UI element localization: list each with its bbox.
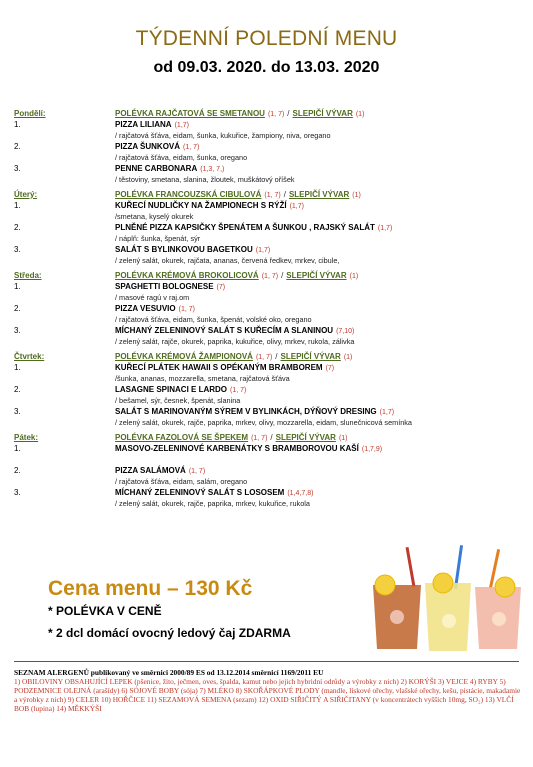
meal-allergens: (7)	[216, 284, 226, 291]
meal-row	[14, 244, 526, 255]
day-section	[14, 351, 526, 428]
meal-number: 1.	[14, 282, 21, 291]
meal-name: KUŘECÍ NUDLIČKY NA ŽAMPIONECH S RÝŽÍ	[115, 201, 287, 210]
meal-row	[14, 222, 526, 233]
soup-name: POLÉVKA FRANCOUZSKÁ CIBULOVÁ	[115, 190, 262, 199]
day-section	[14, 270, 526, 347]
day-name: Čtvrtek:	[14, 352, 45, 361]
separator: /	[270, 433, 273, 442]
meal-row	[14, 384, 526, 395]
broth-name: SLEPIČÍ VÝVAR	[280, 352, 341, 361]
broth-allergens: (1)	[355, 111, 365, 118]
day-header-row	[14, 189, 526, 200]
meal-allergens: (1, 7)	[230, 387, 247, 394]
meal-row	[14, 362, 526, 373]
separator: /	[287, 109, 290, 118]
soup-allergens: (1, 7)	[251, 435, 268, 442]
meal-allergens: (1,7)	[379, 409, 395, 416]
soup-name: POLÉVKA KRÉMOVÁ ŽAMPIONOVÁ	[115, 352, 253, 361]
day-header-row	[14, 351, 526, 362]
meal-row	[14, 487, 526, 498]
broth-name: SLEPIČÍ VÝVAR	[286, 271, 347, 280]
meal-name: PIZZA SALÁMOVÁ	[115, 466, 186, 475]
meal-description: / zelený salát, okurek, rajče, paprika, mrkev, olivy, mozzarella, eidam, slunečnicová semínka	[115, 418, 412, 427]
meal-name: PLNĚNÉ PIZZA KAPSIČKY ŠPENÁTEM A ŠUNKOU , RAJSKÝ SALÁT	[115, 223, 375, 232]
meal-row	[14, 141, 526, 152]
broth-name: SLEPIČÍ VÝVAR	[292, 109, 353, 118]
day-name: Pondělí:	[14, 109, 46, 118]
day-header-row	[14, 270, 526, 281]
day-header-row	[14, 108, 526, 119]
meal-allergens: (1, 7)	[178, 306, 195, 313]
separator: /	[283, 190, 286, 199]
meal-name: PIZZA ŠUNKOVÁ	[115, 142, 181, 151]
meal-description: / rajčatová šťáva, eidam, šunka, špenát, volské oko, oregano	[115, 315, 312, 324]
menu-date-range: od 09.03. 2020. do 13.03. 2020	[153, 59, 380, 76]
day-name: Pátek:	[14, 433, 39, 442]
meal-name: PIZZA VESUVIO	[115, 304, 176, 313]
iced-tea-glasses-image	[365, 545, 525, 655]
separator: /	[275, 352, 278, 361]
allergen-divider	[14, 661, 519, 662]
meal-description: / náplň: šunka, špenát, sýr	[115, 234, 201, 243]
meal-allergens: (1,7)	[255, 247, 271, 254]
day-name: Středa:	[14, 271, 42, 280]
meal-description	[14, 454, 526, 465]
meal-allergens: (1,7)	[289, 203, 304, 210]
meal-number: 3.	[14, 407, 21, 416]
meal-number: 3.	[14, 488, 21, 497]
allergen-text: 1) OBILOVINY OBSAHUJÍCÍ LEPEK (pšenice, žito, ječmen, oves, špalda, kamut nebo jejich hybridní odrůdy a výrobky z nich) 2) KORÝŠI 3) VEJCE 4) RYBY 5) PODZEMNICE OLEJNÁ (arašídy) 6) SÓJOVÉ BOBY (sója) 7) MLÉKO 8) SKOŘÁPKOVÉ PLODY (mandle, lískové ořechy, vlašské ořechy, kešu, pistácie, makadamie a výrobky z nich) 9) CELER 10) HOŘČICE 11) SEZAMOVÁ SEMENA (sezam) 12) OXID SIŘIČITÝ A SIŘIČITANY (v koncentrátech vyšších 10mg, SO₂) 13) VLČÍ BOB (lupina) 14) MĚKKÝŠI	[14, 677, 521, 713]
meal-description: / zelený salát, rajče, okurek, paprika, kukuřice, olivy, mrkev, rukola, zálivka	[115, 337, 355, 346]
meal-allergens: (1,3, 7,)	[200, 166, 225, 173]
weekly-menu	[14, 108, 526, 513]
meal-name: MÍCHANÝ ZELENINOVÝ SALÁT S KUŘECÍM A SLANINOU	[115, 326, 334, 335]
meal-number: 1.	[14, 201, 21, 210]
soup-name: POLÉVKA RAJČATOVÁ SE SMETANOU	[115, 109, 265, 118]
meal-description: / zelený salát, okurek, rajčata, ananas, červená ředkev, mrkev, cibule,	[115, 256, 340, 265]
meal-description: / bešamel, sýr, česnek, špenát, slanina	[115, 396, 241, 405]
soup-allergens: (1, 7)	[264, 192, 281, 199]
day-header-row	[14, 432, 526, 443]
meal-row	[14, 119, 526, 130]
meal-number: 2.	[14, 223, 21, 232]
price-note-tea: * 2 dcl domácí ovocný ledový čaj ZDARMA	[48, 626, 291, 640]
meal-description: / masové ragú v raj.om	[115, 293, 190, 302]
price-note-soup: * POLÉVKA V CENĚ	[48, 604, 162, 618]
meal-row	[14, 443, 526, 454]
broth-name: SLEPIČÍ VÝVAR	[275, 433, 336, 442]
meal-name: KUŘECÍ PLÁTEK HAWAII S OPÉKANÝM BRAMBOREM	[115, 363, 323, 372]
soup-allergens: (1, 7)	[267, 111, 285, 118]
meal-description: / těstoviny, smetana, slanina, žloutek, muškátový oříšek	[115, 175, 295, 184]
meal-name: PIZZA LILIANA	[115, 120, 172, 129]
meal-name: MASOVO-ZELENINOVÉ KARBENÁTKY S BRAMBOROVOU KAŠÍ	[115, 444, 359, 453]
meal-number: 3.	[14, 326, 21, 335]
separator: /	[281, 271, 284, 280]
broth-allergens: (1)	[343, 354, 353, 361]
day-section	[14, 432, 526, 509]
meal-number: 2.	[14, 385, 21, 394]
meal-row	[14, 465, 526, 476]
meal-allergens: (1, 7)	[188, 468, 206, 475]
meal-number: 1.	[14, 444, 21, 453]
soup-allergens: (1, 7)	[261, 273, 279, 280]
meal-description: /šunka, ananas, mozzarella, smetana, rajčatová šťáva	[115, 374, 290, 383]
soup-name: POLÉVKA FAZOLOVÁ SE ŠPEKEM	[115, 433, 249, 442]
meal-description: / rajčatová šťáva, eidam, salám, oregano	[115, 477, 248, 486]
meal-number: 2.	[14, 466, 21, 475]
soup-allergens: (1, 7)	[255, 354, 273, 361]
day-name: Úterý:	[14, 190, 38, 199]
soup-name: POLÉVKA KRÉMOVÁ BROKOLICOVÁ	[115, 271, 259, 280]
meal-allergens: (1,7,9)	[361, 446, 383, 453]
meal-description: /smetana, kyselý okurek	[115, 212, 194, 221]
meal-allergens: (7)	[325, 365, 335, 372]
menu-title: TÝDENNÍ POLEDNÍ MENU	[135, 27, 398, 50]
meal-name: SPAGHETTI BOLOGNESE	[115, 282, 214, 291]
meal-number: 2.	[14, 142, 21, 151]
meal-number: 2.	[14, 304, 21, 313]
meal-number: 1.	[14, 363, 21, 372]
meal-row	[14, 325, 526, 336]
meal-description: / zelený salát, okurek, rajče, paprika, mrkev, kukuřice, rukola	[115, 499, 310, 508]
meal-description: / rajčatová šťáva, eidam, šunka, kukuřice, žampiony, niva, oregano	[115, 131, 331, 140]
broth-name: SLEPIČÍ VÝVAR	[288, 190, 350, 199]
meal-number: 3.	[14, 245, 21, 254]
day-section	[14, 189, 526, 266]
meal-allergens: (1,4,7,8)	[287, 490, 314, 497]
meal-name: LASAGNE SPINACI E LARDO	[115, 385, 228, 394]
meal-name: PENNE CARBONARA	[115, 164, 198, 173]
meal-name: SALÁT S MARINOVANÝM SÝREM V BYLINKÁCH, DÝŇOVÝ DRESING	[115, 407, 377, 416]
meal-row	[14, 200, 526, 211]
meal-number: 3.	[14, 164, 21, 173]
meal-allergens: (1, 7)	[183, 144, 200, 151]
broth-allergens: (1)	[352, 192, 361, 199]
menu-price: Cena menu – 130 Kč	[48, 577, 253, 600]
meal-row	[14, 281, 526, 292]
meal-description: / rajčatová šťáva, eidam, šunka, oregano	[115, 153, 248, 162]
meal-allergens: (7,10)	[336, 328, 355, 335]
day-section	[14, 108, 526, 185]
meal-row	[14, 163, 526, 174]
allergen-list	[14, 668, 524, 713]
meal-allergens: (1,7)	[377, 225, 393, 232]
meal-name: MÍCHANÝ ZELENINOVÝ SALÁT S LOSOSEM	[115, 488, 285, 497]
meal-allergens: (1,7)	[174, 122, 189, 129]
broth-allergens: (1)	[349, 273, 359, 280]
allergen-heading: SEZNAM ALERGENŮ publikovaný ve směrnici 2000/89 ES od 13.12.2014 směrnicí 1169/2011 EU	[14, 668, 324, 677]
meal-name: SALÁT S BYLINKOVOU BAGETKOU	[115, 245, 253, 254]
meal-row	[14, 406, 526, 417]
meal-row	[14, 303, 526, 314]
broth-allergens: (1)	[338, 435, 348, 442]
meal-number: 1.	[14, 120, 21, 129]
